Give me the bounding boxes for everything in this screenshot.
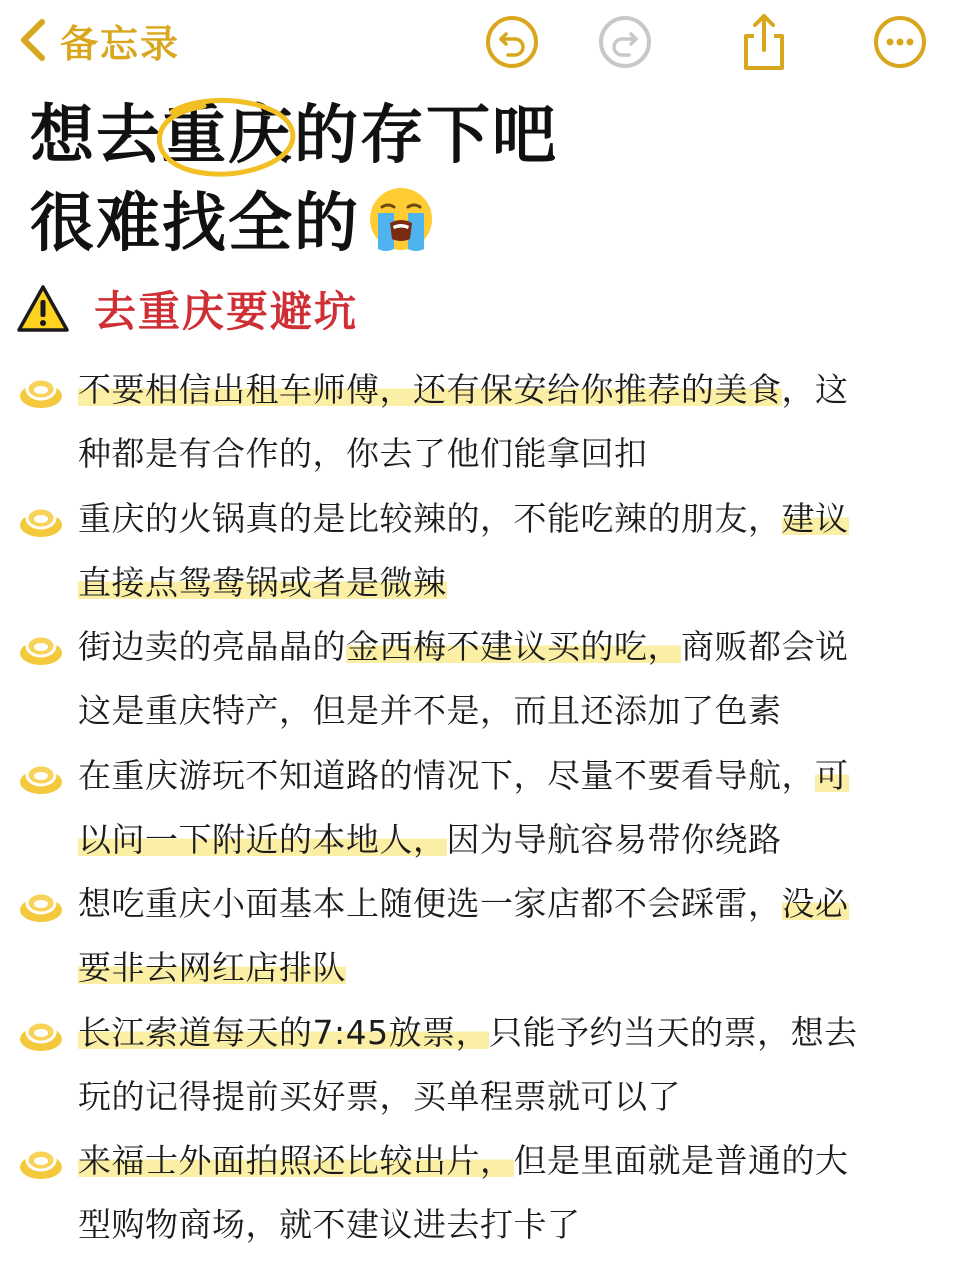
tip-item (0, 872, 960, 1001)
ingot-bullet-icon (18, 1141, 64, 1181)
top-nav-bar (0, 0, 960, 84)
bullet-icon (18, 499, 64, 539)
title-post: 的存下吧 (294, 99, 558, 173)
tip-text (78, 487, 908, 615)
tip-text-segment: 但是里面就是普通的大 (513, 1141, 849, 1180)
highlighted-text: 长江索道每天的7:45放票， (78, 1012, 490, 1052)
ingot-bullet-icon (18, 499, 64, 539)
highlighted-text: 没必 (781, 884, 849, 923)
tip-text-segment: 街边卖的亮晶晶的 (78, 627, 346, 666)
tip-text (78, 615, 908, 743)
tip-text-segment: 想吃重庆小面基本上随便选一家店都不会踩雷， (78, 884, 782, 923)
bullet-icon (18, 1141, 64, 1181)
bullet-icon (18, 756, 64, 796)
highlighted-text: 可 (815, 755, 849, 795)
chevron-left-icon (14, 16, 50, 64)
tip-item (0, 744, 960, 873)
redo-button[interactable] (597, 12, 653, 72)
share-button[interactable] (736, 12, 792, 72)
tip-item (0, 615, 960, 744)
highlighted-text: 金西梅不建议买的吃， (346, 627, 681, 666)
highlighted-text: 以问一下附近的本地人， (78, 819, 447, 859)
bullet-icon (18, 370, 64, 410)
tip-text-segment: 商贩都会说 (681, 627, 849, 666)
tip-item (0, 487, 960, 616)
more-button[interactable] (872, 12, 928, 72)
title-circled-text: 重庆 (162, 99, 294, 173)
tip-item (0, 1129, 960, 1258)
title-line-1 (30, 92, 930, 180)
back-label: 备忘录 (60, 21, 181, 66)
bullet-icon (18, 884, 64, 924)
tip-text-segment: 种都是有合作的，你去了他们能拿回扣 (78, 434, 648, 473)
highlighted-text: 建议 (781, 498, 849, 538)
ingot-bullet-icon (18, 370, 64, 410)
tip-text-segment: 型购物商场，就不建议进去打卡了 (78, 1205, 581, 1244)
highlighted-text: 不要相信出租车师傅，还有保安给你推荐的美食 (78, 370, 782, 409)
tip-text (78, 1001, 908, 1129)
more-icon (872, 12, 928, 72)
title-circled-word (162, 92, 294, 180)
redo-icon (597, 12, 653, 72)
ingot-bullet-icon (18, 627, 64, 667)
share-icon (736, 12, 792, 72)
ingot-bullet-icon (18, 884, 64, 924)
tip-text-segment: 这是重庆特产，但是并不是，而且还添加了色素 (78, 691, 782, 730)
highlighted-text: 来福士外面拍照还比较出片， (78, 1141, 514, 1180)
title-line-2-text: 很难找全的 (30, 187, 360, 261)
tip-text (78, 1129, 908, 1257)
note-title (30, 92, 930, 268)
warning-text: 去重庆要避坑 (94, 287, 359, 336)
title-line-2 (30, 180, 930, 268)
back-button[interactable] (14, 12, 180, 68)
tips-list (0, 358, 960, 1258)
title-pre: 想去 (30, 99, 162, 173)
bullet-icon (18, 627, 64, 667)
tip-text-segment: 因为导航容易带你绕路 (446, 819, 782, 859)
highlighted-text: 要非去网红店排队 (78, 948, 346, 987)
tip-item (0, 1001, 960, 1130)
highlighted-text: 直接点鸳鸯锅或者是微辣 (78, 562, 447, 602)
circle-mark-icon (152, 96, 300, 180)
warning-heading (16, 276, 358, 342)
bullet-icon (18, 1013, 64, 1053)
tip-text (78, 744, 908, 872)
tip-text-segment: 玩的记得提前买好票，买单程票就可以了 (78, 1076, 681, 1116)
undo-icon (484, 12, 540, 72)
warning-icon (16, 284, 70, 334)
tip-text-segment: 重庆的火锅真的是比较辣的，不能吃辣的朋友， (78, 498, 782, 538)
tip-text (78, 872, 908, 1000)
ingot-bullet-icon (18, 1013, 64, 1053)
ingot-bullet-icon (18, 756, 64, 796)
tip-text-segment: 只能予约当天的票，想去 (489, 1012, 858, 1052)
tip-text-segment: 在重庆游玩不知道路的情况下，尽量不要看导航， (78, 755, 815, 795)
tip-item (0, 358, 960, 487)
loudly-crying-face-icon (366, 183, 436, 253)
tip-text (78, 358, 908, 486)
tip-text-segment: ，这 (781, 370, 849, 409)
undo-button[interactable] (484, 12, 540, 72)
